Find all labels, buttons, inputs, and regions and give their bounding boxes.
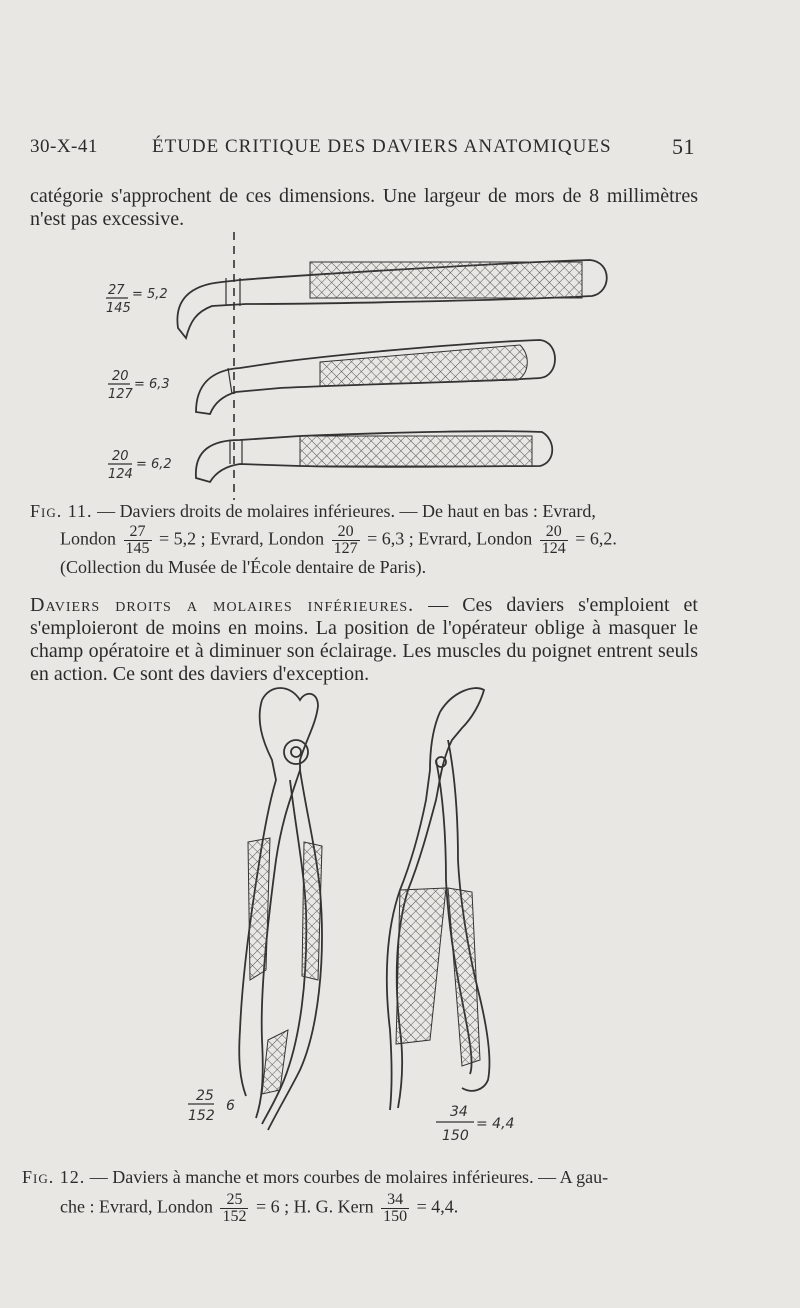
fig11-label-1-num: 27 xyxy=(108,283,125,298)
fig11-label-1-den: 145 xyxy=(106,301,131,316)
fig11-fraction-1: $\frac{27}{145}$ xyxy=(125,523,150,557)
page-number: 51 xyxy=(672,134,695,159)
header-title: ÉTUDE CRITIQUE DES DAVIERS ANATOMIQUES xyxy=(152,136,612,157)
fig12-caption-text: = 6 ; H. G. Kern xyxy=(255,1196,374,1217)
fig11-label-1-val: = 5,2 xyxy=(132,287,168,302)
fig12-fraction-1: $\frac{25}{152}$ xyxy=(222,1191,247,1225)
fig11-label-2-den: 127 xyxy=(108,387,133,402)
fig11-label-3-val: = 6,2 xyxy=(136,457,172,472)
fig12-fraction-2: $\frac{34}{150}$ xyxy=(383,1191,408,1225)
fig12-caption-line1: — Daviers à manche et mors courbes de molaires inférieures. — A gau- xyxy=(89,1167,609,1187)
fig12-forceps-left xyxy=(239,688,322,1130)
fig11-caption-line1: — Daviers droits de molaires inférieures. — De haut en bas : Evrard, xyxy=(97,501,596,521)
section-text: — Ces daviers s'emploient et s'emploieront de moins en moins. La position de l'opérateur oblige à masquer le champ opératoire et à diminuer son éclairage. Les muscles du poignet entrent seuls en action. Ce sont des daviers d'exception. xyxy=(30,594,698,685)
fig11-fraction-2: $\frac{20}{127}$ xyxy=(333,523,358,557)
fig12-left-num: 25 xyxy=(196,1088,214,1104)
fig12-caption-text: = 4,4. xyxy=(416,1196,459,1217)
fig12-right-val: = 4,4 xyxy=(476,1116,515,1132)
header-date: 30-X-41 xyxy=(30,136,98,157)
fig11-label-3-num: 20 xyxy=(112,449,129,464)
fig11-caption-label: Fig. 11. xyxy=(30,501,93,521)
fig12-handwritten-labels xyxy=(188,1088,514,1144)
fig12-caption-text: che : Evrard, London xyxy=(60,1196,213,1217)
fig11-label-2-num: 20 xyxy=(112,369,129,384)
fig11-caption-text: London xyxy=(60,528,116,549)
fig12-left-den: 152 xyxy=(188,1108,215,1124)
fig12-right-num: 34 xyxy=(450,1104,468,1120)
fig12-caption-label: Fig. 12. xyxy=(22,1167,86,1187)
fig11-label-2-val: = 6,3 xyxy=(134,377,170,392)
fig11-fraction-3: $\frac{20}{124}$ xyxy=(541,523,566,557)
fig11-caption-text: = 6,3 ; Evrard, London xyxy=(367,528,533,549)
fig12-forceps-right xyxy=(387,688,490,1110)
intro-paragraph: catégorie s'approchent de ces dimensions. Une largeur de mors de 8 millimètres n'est pas excessive. xyxy=(30,185,698,230)
fig12-caption-values xyxy=(60,1192,700,1225)
fig12-right-den: 150 xyxy=(442,1128,469,1144)
fig12-left-val: 6 xyxy=(226,1098,235,1114)
fig11-label-3-den: 124 xyxy=(108,467,133,482)
fig11-caption-collection: (Collection du Musée de l'École dentaire de Paris). xyxy=(60,557,427,577)
fig11-caption-text: = 5,2 ; Evrard, London xyxy=(159,528,325,549)
section-heading: Daviers droits a molaires inférieures. xyxy=(30,594,415,616)
fig12-caption xyxy=(22,1166,698,1188)
fig11-caption-text: = 6,2. xyxy=(575,528,617,549)
